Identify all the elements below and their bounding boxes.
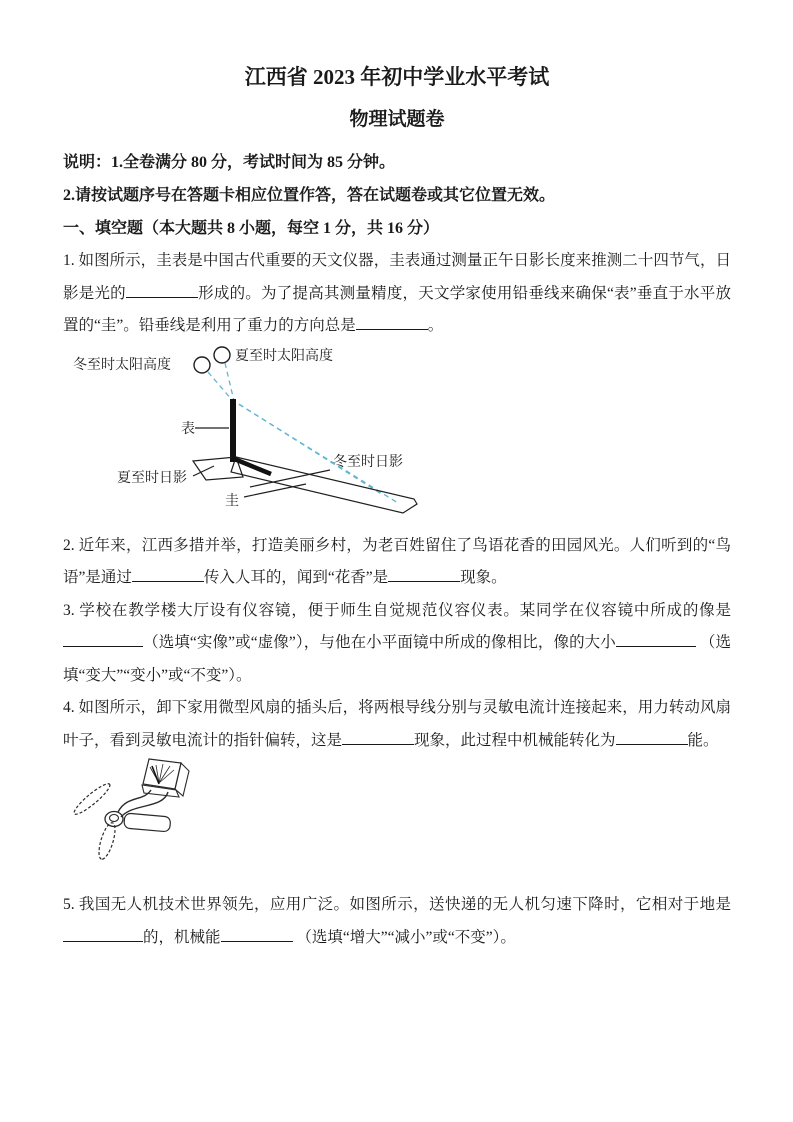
gnomon-diagram [65,345,435,519]
answer-blank [388,566,460,582]
question-5 [63,889,731,954]
page-subtitle: 物理试题卷 [349,109,445,130]
wire-arrowhead [117,799,126,807]
winter-sun-icon [194,357,210,373]
question-4-text-c: 能。 [687,731,719,749]
answer-blank [63,631,143,647]
answer-blank [126,282,198,298]
question-2-text-b: 传入人耳的，闻到“花香”是 [203,569,389,586]
summer-shadow-label: 夏至时日影 [117,470,187,486]
exam-note-1: 说明：1.全卷满分 80 分，考试时间为 85 分钟。 [63,154,396,171]
question-4 [63,692,731,757]
fan-hub [105,812,123,827]
answer-blank [132,566,204,582]
question-5-text-c: （选填“增大”“减小”或“不变”）。 [296,928,516,946]
answer-blank [221,926,293,942]
question-3-text-a: 3. 学校在教学楼大厅设有仪容镜，便于师生自觉规范仪容仪表。某同学在仪容镜中所成的像是 [63,601,731,619]
question-2 [63,530,731,595]
answer-blank [616,631,696,647]
question-1-text-b: 形成的。为了提高其测量精度，天文学家使用铅垂线来确保“表”垂直于水平放置的“圭”。铅垂线是利用了重力的方向总是 [63,284,731,334]
answer-blank [356,314,428,330]
answer-blank [616,729,688,745]
fan-hub-center [110,815,119,822]
question-3-text-c: （选填“变大”“变小”或“不变”）。 [63,634,731,684]
question-4-text-a: 4. 如图所示，卸下家用微型风扇的插头后，将两根导线分别与灵敏电流计连接起来，用力转动风扇叶子，看到灵敏电流计的指针偏转，这是 [63,699,731,749]
question-1-text-a: 1. 如图所示，圭表是中国古代重要的天文仪器，圭表通过测量正午日影长度来推测二十四节气，日影是光的 [63,252,731,302]
gnomon-figure [65,345,731,524]
summer-shadow-pointer [193,466,214,476]
exam-note-2: 2.请按试题序号在答题卡相应位置作答，答在试题卷或其它位置无效。 [63,187,556,204]
question-4-text-b: 现象，此过程中机械能转化为 [414,731,616,749]
fan-blade [71,780,113,817]
question-5-text-a: 5. 我国无人机技术世界领先，应用广泛。如图所示，送快递的无人机匀速下降时，它相对于地是 [63,896,731,913]
fan-galvanometer-diagram [71,757,271,879]
winter-sun-ray [208,372,398,503]
gnomon-label: 表 [181,421,195,437]
winter-sun-height-label: 冬至时太阳高度 [73,357,171,373]
fan-body [124,813,171,832]
question-1-text-c: 。 [427,317,444,334]
answer-blank [63,926,143,942]
summer-sun-icon [214,347,230,363]
question-3-text-b: （选填“实像”或“虚像”），与他在小平面镜中所成的像相比，像的大小 [143,634,616,651]
answer-blank [342,729,414,745]
question-1 [63,245,731,343]
question-3 [63,595,731,693]
gui-base-label: 圭 [225,493,239,509]
section-1-header: 一、填空题（本大题共 8 小题，每空 1 分，共 16 分） [63,220,440,237]
page-title: 江西省 2023 年初中学业水平考试 [244,65,550,89]
winter-shadow-label: 冬至时日影 [333,454,403,470]
summer-sun-height-label: 夏至时太阳高度 [235,348,333,364]
question-2-text-a: 2. 近年来，江西多措并举，打造美丽乡村，为老百姓留住了鸟语花香的田园风光。人们听到的“鸟语”是通过 [63,536,731,586]
galvanometer-face [143,759,181,789]
question-2-text-c: 现象。 [460,569,507,586]
fan-galvanometer-figure [71,757,731,884]
question-5-text-b: 的，机械能 [143,928,221,946]
